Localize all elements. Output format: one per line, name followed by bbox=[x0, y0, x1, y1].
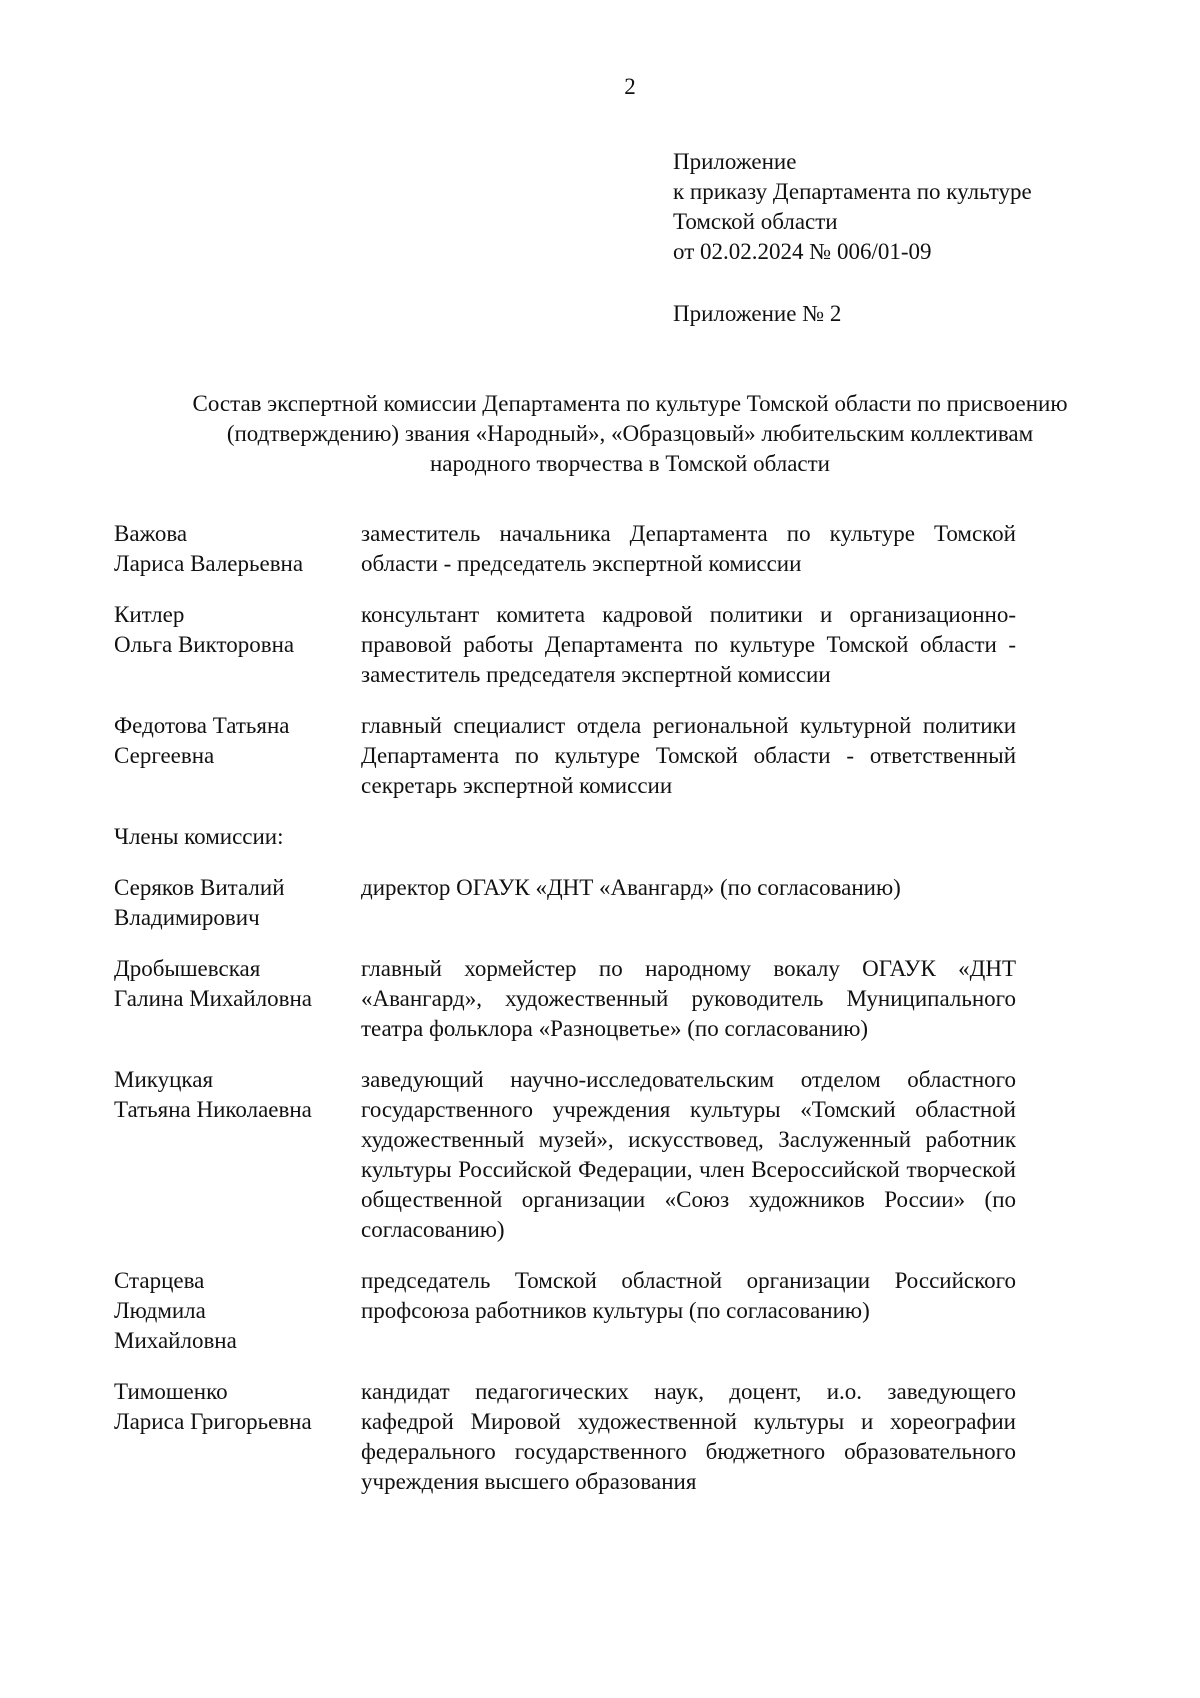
commission-row bbox=[114, 600, 1014, 690]
member-role: консультант комитета кадровой политики и организационно-правовой работы Департамента по культуре Томской области - заместитель председателя экспертной комиссии bbox=[361, 602, 1016, 687]
commission-row bbox=[114, 873, 1014, 933]
appendix-line: к приказу Департамента по культуре bbox=[673, 179, 1032, 204]
member-role: директор ОГАУК «ДНТ «Авангард» (по согласованию) bbox=[361, 875, 901, 900]
name-line: Микуцкая bbox=[114, 1067, 214, 1092]
appendix-line: Приложение bbox=[673, 149, 797, 174]
member-name bbox=[114, 1266, 361, 1356]
member-role: главный специалист отдела региональной культурной политики Департамента по культуре Томской области - ответственный секретарь экспертной комиссии bbox=[361, 713, 1016, 798]
name-line: Китлер bbox=[114, 602, 185, 627]
name-line: Сергеевна bbox=[114, 743, 215, 768]
member-role: председатель Томской областной организации Российского профсоюза работников культуры (по согласованию) bbox=[361, 1268, 1016, 1323]
name-line: Тимошенко bbox=[114, 1379, 228, 1404]
member-name bbox=[114, 711, 361, 801]
member-name bbox=[114, 1065, 361, 1245]
name-line: Лариса Григорьевна bbox=[114, 1409, 312, 1434]
member-name bbox=[114, 519, 361, 579]
title-line: народного творчества в Томской области bbox=[430, 451, 830, 476]
name-line: Ольга Викторовна bbox=[114, 632, 295, 657]
document-title bbox=[100, 389, 1160, 479]
name-line: Татьяна Николаевна bbox=[114, 1097, 312, 1122]
name-line: Серяков Виталий bbox=[114, 875, 285, 900]
name-line: Старцева bbox=[114, 1268, 205, 1293]
name-line: Людмила bbox=[114, 1298, 206, 1323]
title-line: Состав экспертной комиссии Департамента по культуре Томской области по присвоению bbox=[192, 391, 1068, 416]
members-heading: Члены комиссии: bbox=[114, 824, 284, 849]
member-name bbox=[114, 873, 361, 933]
member-role: заместитель начальника Департамента по культуре Томской области - председатель экспертной комиссии bbox=[361, 521, 1016, 576]
member-role: заведующий научно-исследовательским отделом областного государственного учреждения культуры «Томский областной художественный музей», искусствовед, Заслуженный работник культуры Российской Федерации, член Всероссийской творческой общественной организации «Союз художников России» (по согласованию) bbox=[361, 1067, 1016, 1242]
name-line: Дробышевская bbox=[114, 956, 261, 981]
commission-row bbox=[114, 1266, 1014, 1356]
name-line: Михайловна bbox=[114, 1328, 237, 1353]
commission-row bbox=[114, 1065, 1014, 1245]
name-line: Галина Михайловна bbox=[114, 986, 313, 1011]
commission-list bbox=[114, 519, 1014, 1518]
commission-row bbox=[114, 954, 1014, 1044]
appendix-number: Приложение № 2 bbox=[673, 301, 842, 326]
appendix-line: от 02.02.2024 № 006/01-09 bbox=[673, 239, 932, 264]
title-line: (подтверждению) звания «Народный», «Образцовый» любительским коллективам bbox=[226, 421, 1034, 446]
member-name bbox=[114, 954, 361, 1044]
appendix-header bbox=[673, 147, 1133, 267]
appendix-line: Томской области bbox=[673, 209, 838, 234]
commission-row bbox=[114, 519, 1014, 579]
name-line: Владимирович bbox=[114, 905, 260, 930]
commission-row bbox=[114, 1377, 1014, 1497]
name-line: Лариса Валерьевна bbox=[114, 551, 304, 576]
commission-row bbox=[114, 711, 1014, 801]
member-name bbox=[114, 1377, 361, 1497]
member-role: главный хормейстер по народному вокалу ОГАУК «ДНТ «Авангард», художественный руководитель Муниципального театра фольклора «Разноцветье» (по согласованию) bbox=[361, 956, 1016, 1041]
name-line: Федотова Татьяна bbox=[114, 713, 290, 738]
member-role: кандидат педагогических наук, доцент, и.о. заведующего кафедрой Мировой художественной культуры и хореографии федерального государственного бюджетного образовательного учреждения высшего образования bbox=[361, 1379, 1016, 1494]
name-line: Важова bbox=[114, 521, 188, 546]
page-number: 2 bbox=[624, 74, 636, 99]
member-name bbox=[114, 600, 361, 690]
